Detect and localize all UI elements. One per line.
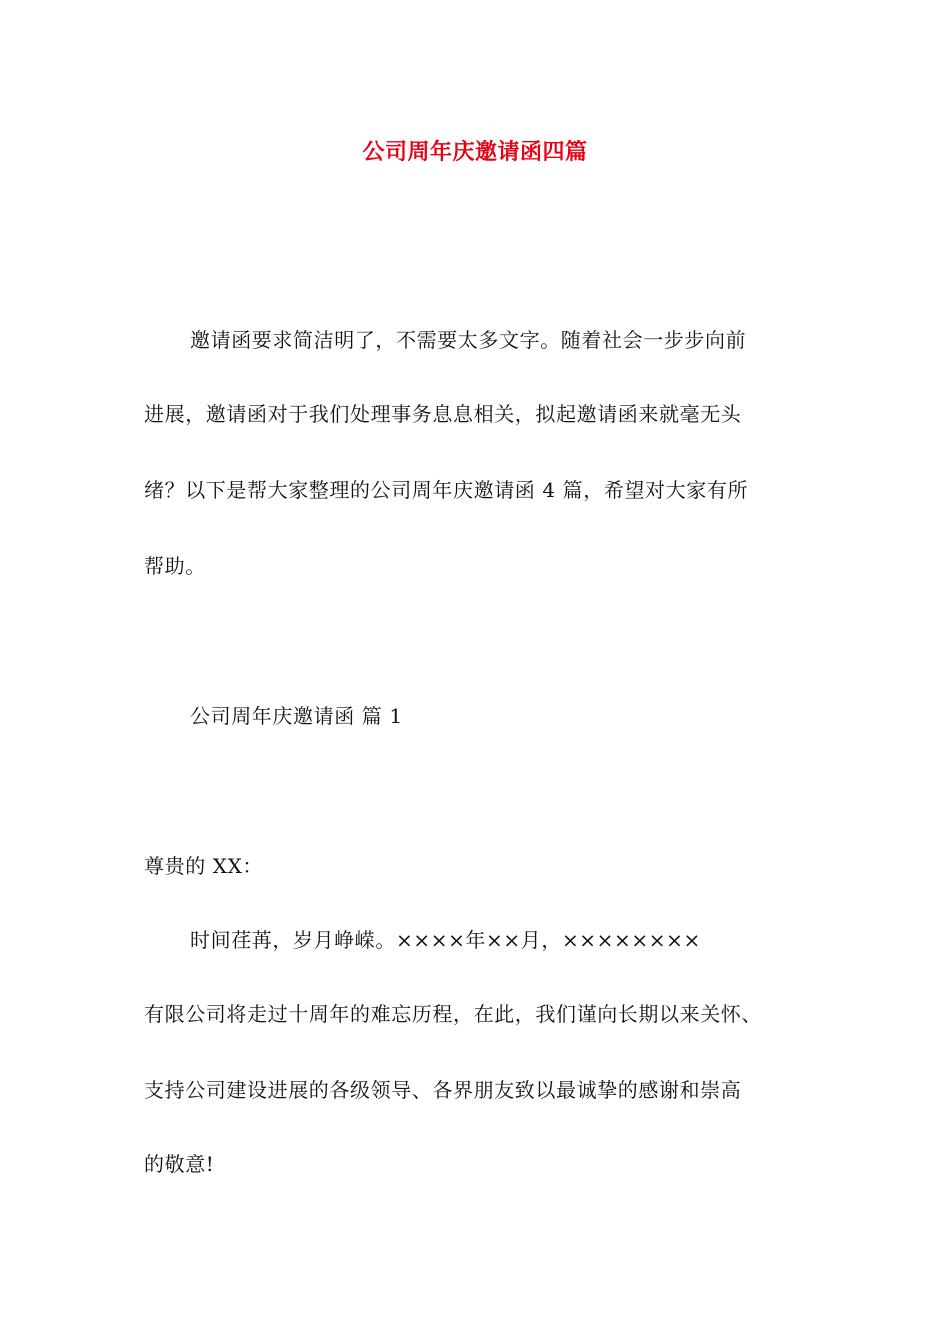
body-line: 有限公司将走过十周年的难忘历程，在此，我们谨向长期以来关怀、 [144,1002,762,1026]
document-title: 公司周年庆邀请函四篇 [362,139,588,165]
section-heading: 公司周年庆邀请函 篇 1 [190,704,403,728]
salutation: 尊贵的 XX： [144,854,264,878]
intro-line: 帮助。 [144,554,206,578]
body-line: 的敬意! [144,1152,215,1176]
intro-line: 邀请函要求简洁明了，不需要太多文字。随着社会一步步向前 [190,328,747,352]
intro-line: 进展，邀请函对于我们处理事务息息相关，拟起邀请函来就毫无头 [144,402,742,426]
intro-line: 绪？以下是帮大家整理的公司周年庆邀请函 4 篇，希望对大家有所 [144,478,749,502]
body-line: 时间荏苒，岁月峥嵘。××××年××月，×××××××× [190,928,701,952]
body-line: 支持公司建设进展的各级领导、各界朋友致以最诚挚的感谢和崇高 [144,1078,742,1102]
